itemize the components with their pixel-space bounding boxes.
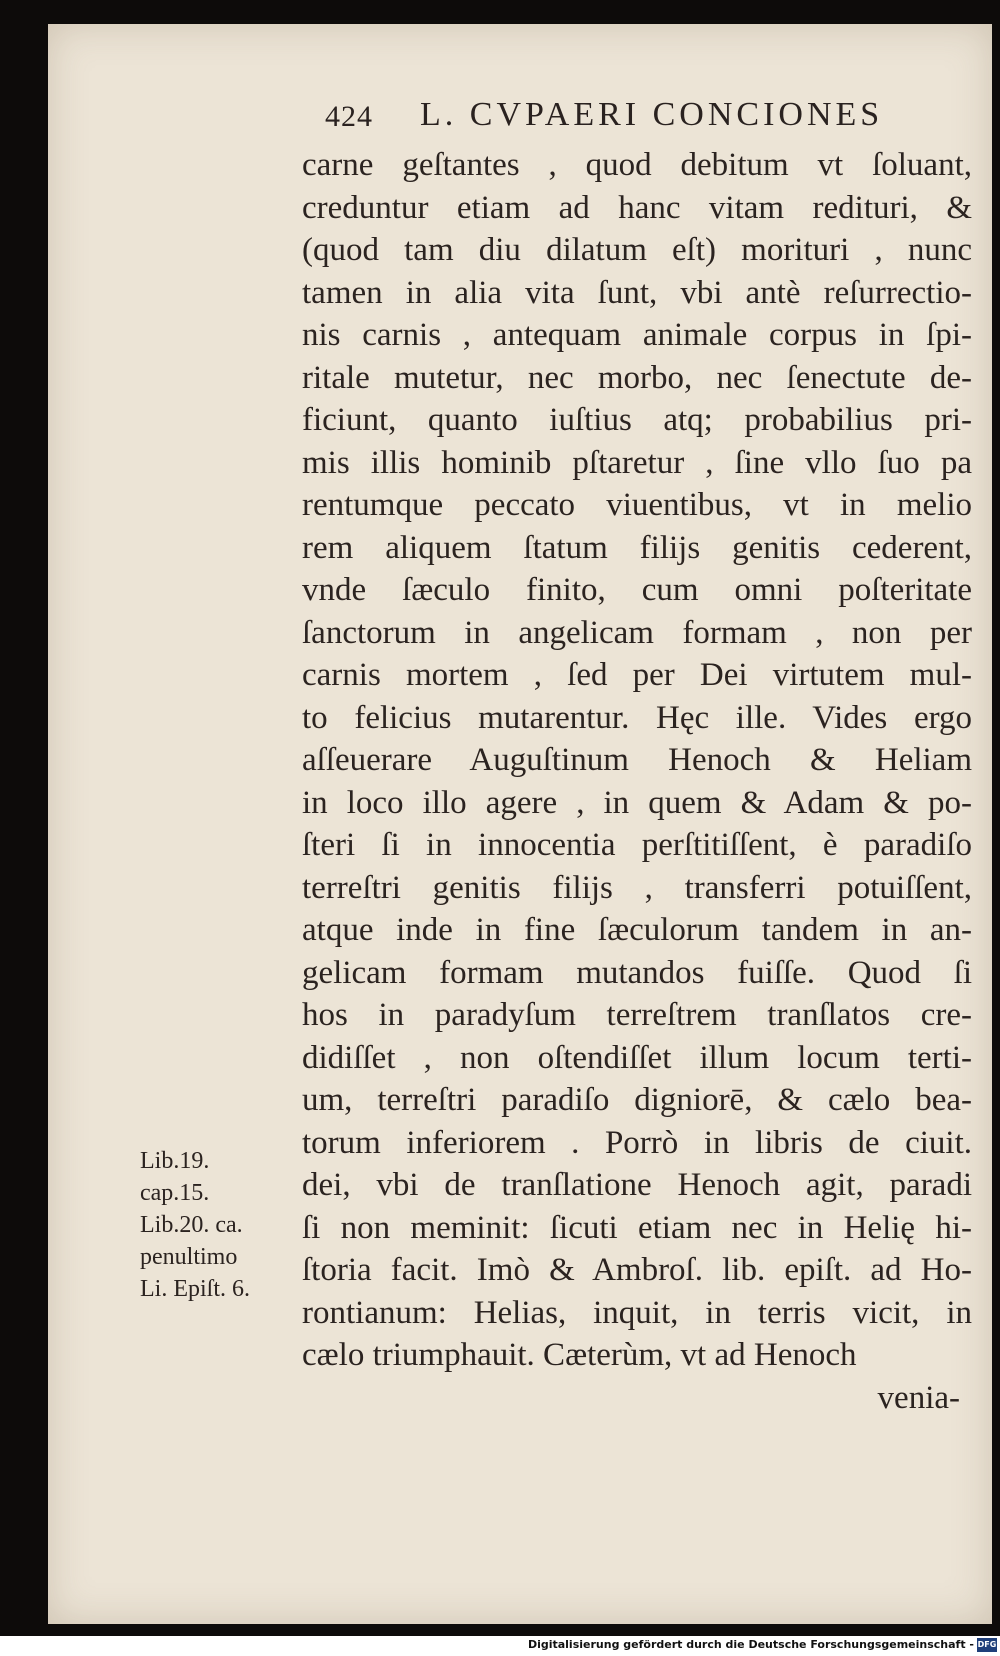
text-line: ritale mutetur, nec morbo, nec ſenectute de- [302,359,972,396]
text-line: hos in paradyſum terreſtrem tranſlatos cre- [302,997,972,1033]
catchword: venia- [877,1379,960,1416]
margin-note: Li. Epiſt. 6. [140,1276,250,1302]
text-line: carnis mortem , ſed per Dei virtutem mul- [302,657,972,693]
text-line: carne geſtantes , quod debitum vt ſoluant, [302,147,972,183]
text-line: creduntur etiam ad hanc vitam redituri, & [302,189,972,226]
text-line: in loco illo agere , in quem & Adam & po- [302,784,972,821]
text-line: dei, vbi de tranſlatione Henoch agit, paradi [302,1167,972,1203]
dfg-logo: DFG [977,1638,997,1652]
page-number: 424 [325,100,373,133]
text-line: ſteri ſi in innocentia perſtitiſſent, è paradiſo [302,827,972,863]
text-line: to felicius mutarentur. Hęc ille. Vides ergo [302,699,972,736]
text-line: vnde ſæculo finito, cum omni poſteritate [302,572,972,608]
text-line: nis carnis , antequam animale corpus in ſpi- [302,317,972,353]
text-line: rem aliquem ſtatum filijs genitis cederent, [302,529,972,566]
text-line: (quod tam diu dilatum eſt) morituri , nunc [302,232,972,268]
margin-note: Lib.19. [140,1148,210,1174]
text-line: ſtoria facit. Imò & Ambroſ. lib. epiſt. ad Ho- [302,1252,972,1288]
page-header [325,96,925,136]
text-line: torum inferiorem . Porrò in libris de ciuit. [302,1124,972,1161]
text-line: ſanctorum in angelicam formam , non per [302,614,972,651]
text-line: um, terreſtri paradiſo digniorē, & cælo bea- [302,1082,972,1118]
funding-credit: Digitalisierung gefördert durch die Deutsche Forschungsgemeinschaft - [527,1638,974,1651]
footer-strip [0,1636,1000,1656]
text-line: tamen in alia vita ſunt, vbi antè reſurrectio- [302,274,972,311]
text-line: atque inde in fine ſæculorum tandem in an- [302,912,972,948]
margin-notes [140,1145,290,1305]
margin-note: Lib.20. ca. [140,1212,243,1238]
margin-note: penultimo [140,1244,238,1270]
body-text [302,144,972,1419]
text-line: cælo triumphauit. Cæterùm, vt ad Henoch [302,1337,857,1373]
margin-note: cap.15. [140,1180,210,1206]
text-line: mis illis hominib pſtaretur , ſine vllo ſuo pa [302,444,972,481]
text-line: didiſſet , non oſtendiſſet illum locum terti- [302,1039,972,1076]
text-line: ficiunt, quanto iuſtius atq; probabilius pri- [302,402,972,438]
text-line: gelicam formam mutandos fuiſſe. Quod ſi [302,954,972,991]
running-title: L. CVPAERI CONCIONES [420,96,884,133]
text-line: ſi non meminit: ſicuti etiam nec in Helię hi- [302,1209,972,1246]
text-line: rontianum: Helias, inquit, in terris vicit, in [302,1294,972,1331]
text-line: aſſeuerare Auguſtinum Henoch & Heliam [302,742,972,778]
text-line: rentumque peccato viuentibus, vt in melio [302,487,972,523]
text-line: terreſtri genitis filijs , transferri potuiſſent, [302,869,972,906]
